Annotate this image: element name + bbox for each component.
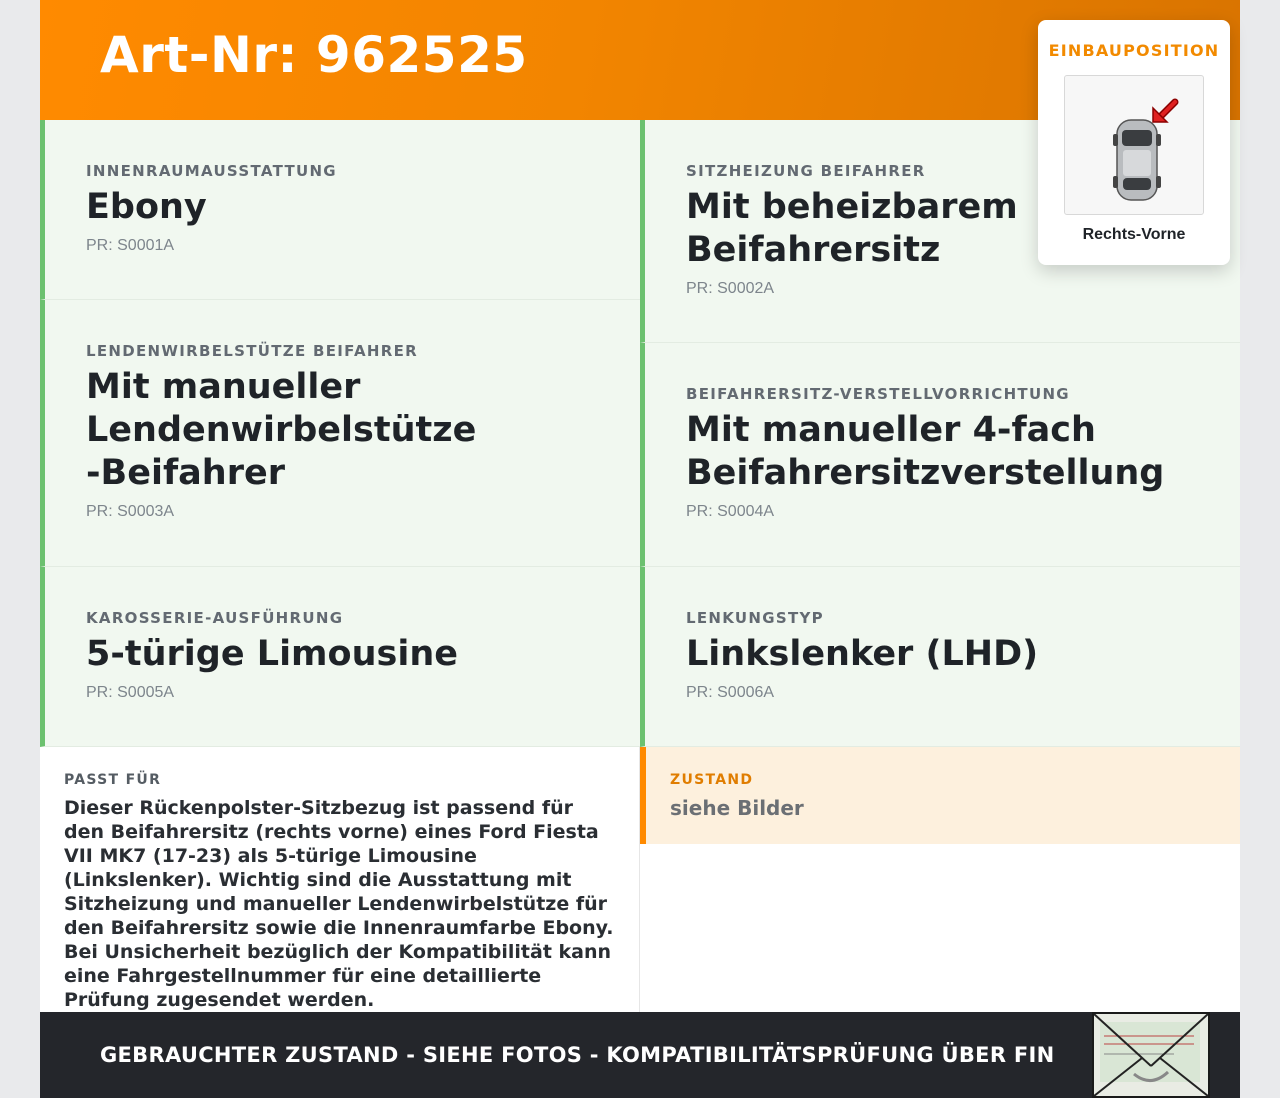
spec-label: LENDENWIRBELSTÜTZE BEIFAHRER: [86, 342, 419, 360]
spec-value: Ebony: [86, 187, 207, 227]
registration-document-envelope-icon: [1092, 1012, 1210, 1098]
spec-interior: [40, 120, 640, 300]
compatibility-section: [40, 747, 640, 1012]
spec-label: INNENRAUMAUSSTATTUNG: [86, 162, 337, 180]
installation-position-caption: Rechts-Vorne: [1082, 226, 1186, 243]
spec-value: Mit beheizbarem Beifahrersitz: [686, 187, 1018, 270]
spec-pr-code: PR: S0005A: [86, 684, 175, 701]
spec-steering-type: [640, 567, 1240, 747]
spec-pr-code: PR: S0004A: [686, 503, 775, 520]
footer-text: GEBRAUCHTER ZUSTAND - SIEHE FOTOS - KOMPATIBILITÄTSPRÜFUNG ÜBER FIN: [100, 1043, 1055, 1067]
spec-body-type: [40, 567, 640, 747]
spec-value: Mit manueller Lendenwirbelstütze-Beifahrer: [86, 367, 477, 493]
spec-pr-code: PR: S0003A: [86, 503, 175, 520]
condition-label: ZUSTAND: [670, 772, 754, 788]
spec-lumbar-support: [40, 300, 640, 567]
spec-pr-code: PR: S0001A: [86, 237, 175, 254]
spec-label: BEIFAHRERSITZ-VERSTELLVORRICHTUNG: [686, 385, 1070, 403]
spec-value: Mit manueller 4-fach Beifahrersitzverstellung: [686, 410, 1165, 493]
spec-label: KAROSSERIE-AUSFÜHRUNG: [86, 609, 344, 627]
spec-label: LENKUNGSTYP: [686, 609, 824, 627]
compatibility-text: Dieser Rückenpolster-Sitzbezug ist passend für den Beifahrersitz (rechts vorne) eines Ford Fiesta VII MK7 (17-23) als 5-türige Limousine (Linkslenker). Wichtig sind die Ausstattung mit Sitzheizung und manueller Lendenwirbelstütze für den Beifahrersitz sowie die Innenraumfarbe Ebony. Bei Unsicherheit bezüglich der Kompatibilität kann eine Fahrgestellnummer für eine detaillierte Prüfung zugesendet werden.: [64, 797, 614, 1011]
installation-position-card: [1038, 20, 1230, 265]
spec-seat-adjustment: [640, 343, 1240, 567]
car-top-view-arrow-icon: [1064, 75, 1204, 215]
condition-section: [640, 747, 1240, 844]
spec-value: 5-türige Limousine: [86, 634, 458, 674]
footer-bar: [40, 1012, 1240, 1098]
spec-pr-code: PR: S0002A: [686, 280, 775, 297]
spec-pr-code: PR: S0006A: [686, 684, 775, 701]
compatibility-label: PASST FÜR: [64, 772, 162, 788]
condition-text: siehe Bilder: [670, 796, 804, 820]
spec-label: SITZHEIZUNG BEIFAHRER: [686, 162, 926, 180]
spec-value: Linkslenker (LHD): [686, 634, 1039, 674]
article-number-title: Art-Nr: 962525: [100, 26, 528, 84]
installation-position-title: EINBAUPOSITION: [1048, 41, 1220, 60]
